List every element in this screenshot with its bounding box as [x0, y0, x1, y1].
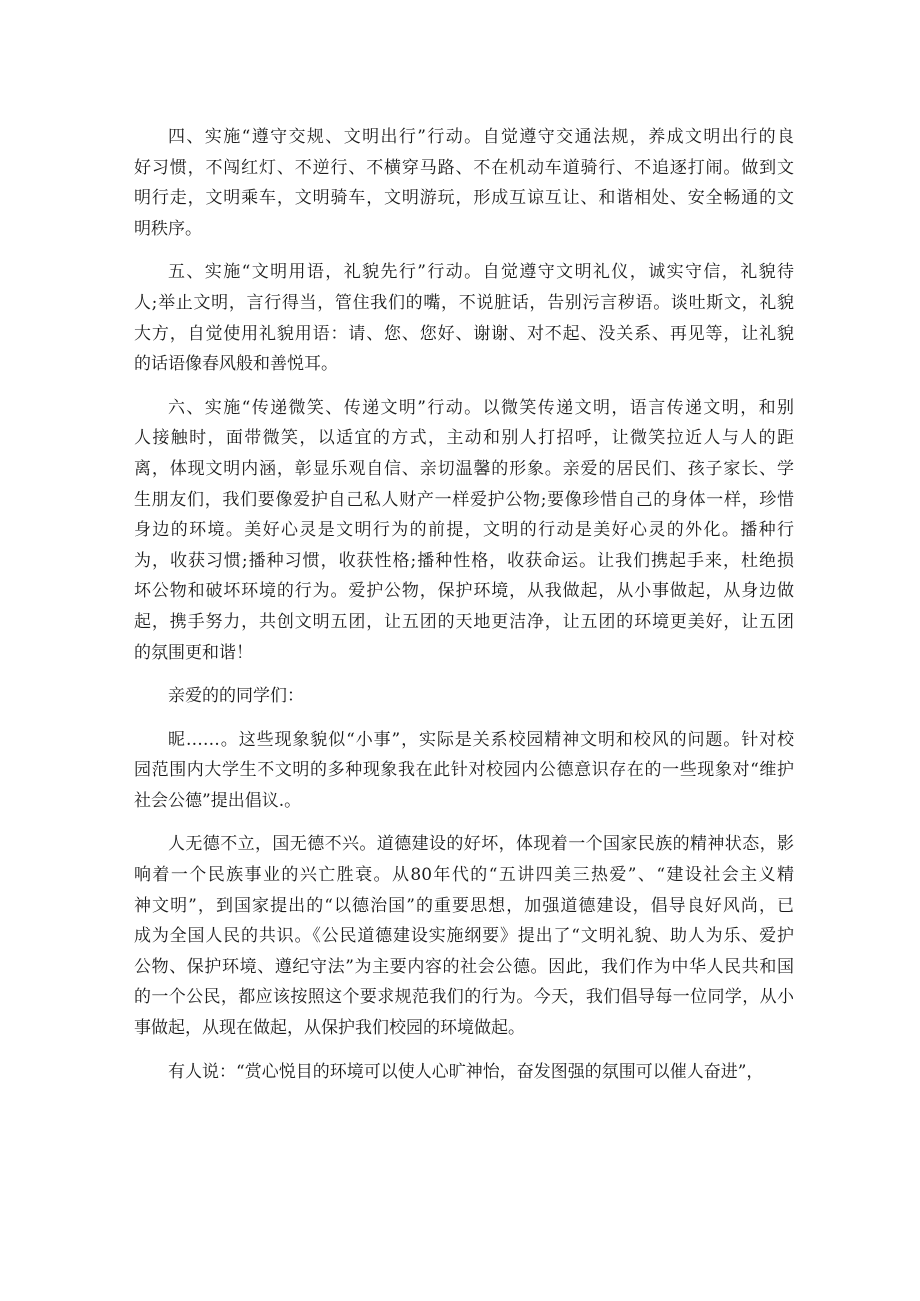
text-line: 的一个公民，都应该按照这个要求规范我们的行为。今天，我们倡导每一位同学，从小	[134, 987, 794, 1008]
paragraph-item-6-smile	[134, 393, 794, 668]
greeting-paragraph	[134, 681, 794, 712]
text-line: 好习惯，不闯红灯、不逆行、不横穿马路、不在机动车道骑行、不追逐打闹。做到文	[134, 157, 794, 178]
text-line: 事做起，从现在做起，从保护我们校园的环境做起。	[134, 1018, 525, 1039]
text-line: 生朋友们，我们要像爱护自己私人财产一样爱护公物;要像珍惜自己的身体一样，珍惜	[134, 489, 794, 510]
text-line: 响着一个民族事业的兴亡胜衰。从80年代的“五讲四美三热爱”、“建设社会主义精	[134, 865, 794, 886]
text-line: 神文明”，到国家提出的“以德治国”的重要思想，加强道德建设，倡导良好风尚，已	[134, 895, 794, 916]
text-line: 大方，自觉使用礼貌用语：请、您、您好、谢谢、对不起、没关系、再见等，让礼貌	[134, 323, 794, 344]
paragraph-item-4-traffic	[134, 122, 794, 244]
text-line: 身边的环境。美好心灵是文明行为的前提，文明的行动是美好心灵的外化。播种行	[134, 520, 794, 541]
text-line: 昵……。这些现象貌似“小事”，实际是关系校园精神文明和校风的问题。针对校	[168, 729, 794, 750]
text-line: 亲爱的的同学们：	[168, 686, 304, 707]
text-line: 为，收获习惯;播种习惯，收获性格;播种性格，收获命运。让我们携起手来，杜绝损	[134, 550, 794, 571]
text-line: 人接触时，面带微笑，以适宜的方式，主动和别人打招呼，让微笑拉近人与人的距	[134, 428, 794, 449]
text-line: 成为全国人民的共识。《公民道德建设实施纲要》提出了“文明礼貌、助人为乐、爱护	[134, 926, 794, 947]
text-line: 园范围内大学生不文明的多种现象我在此针对校园内公德意识存在的一些现象对“维护	[134, 760, 794, 781]
paragraph-quote	[134, 1057, 794, 1088]
text-line: 起，携手努力，共创文明五团，让五团的天地更洁净，让五团的环境更美好，让五团	[134, 611, 794, 632]
text-line: 四、实施“遵守交规、文明出行”行动。自觉遵守交通法规，养成文明出行的良	[168, 127, 794, 147]
text-line: 有人说：“赏心悦目的环境可以使人心旷神怡，奋发图强的氛围可以催人奋进”，	[168, 1061, 764, 1082]
document-body	[134, 122, 794, 1100]
text-line: 五、实施“文明用语，礼貌先行”行动。自觉遵守文明礼仪，诚实守信，礼貌待	[168, 262, 794, 283]
text-line: 六、实施“传递微笑、传递文明”行动。以微笑传递文明，语言传递文明，和别	[168, 397, 794, 418]
text-line: 社会公德”提出倡议.。	[134, 790, 302, 811]
text-line: 坏公物和破坏环境的行为。爱护公物，保护环境，从我做起，从小事做起，从身边做	[134, 581, 794, 602]
text-line: 人;举止文明，言行得当，管住我们的嘴，不说脏话，告别污言秽语。谈吐斯文，礼貌	[134, 292, 794, 313]
text-line: 离，体现文明内涵，彰显乐观自信、亲切温馨的形象。亲爱的居民们、孩子家长、学	[134, 458, 794, 479]
text-line: 的话语像春风般和善悦耳。	[134, 354, 338, 375]
text-line: 的氛围更和谐！	[134, 642, 253, 663]
text-line: 人无德不立，国无德不兴。道德建设的好坏，体现着一个国家民族的精神状态，影	[168, 834, 794, 855]
paragraph-intro	[134, 725, 794, 817]
text-line: 明秩序。	[134, 218, 202, 239]
paragraph-morality	[134, 829, 794, 1043]
text-line: 公物、保护环境、遵纪守法”为主要内容的社会公德。因此，我们作为中华人民共和国	[134, 956, 794, 977]
paragraph-item-5-polite-language	[134, 257, 794, 379]
text-line: 明行走，文明乘车，文明骑车，文明游玩，形成互谅互让、和谐相处、安全畅通的文	[134, 188, 794, 209]
